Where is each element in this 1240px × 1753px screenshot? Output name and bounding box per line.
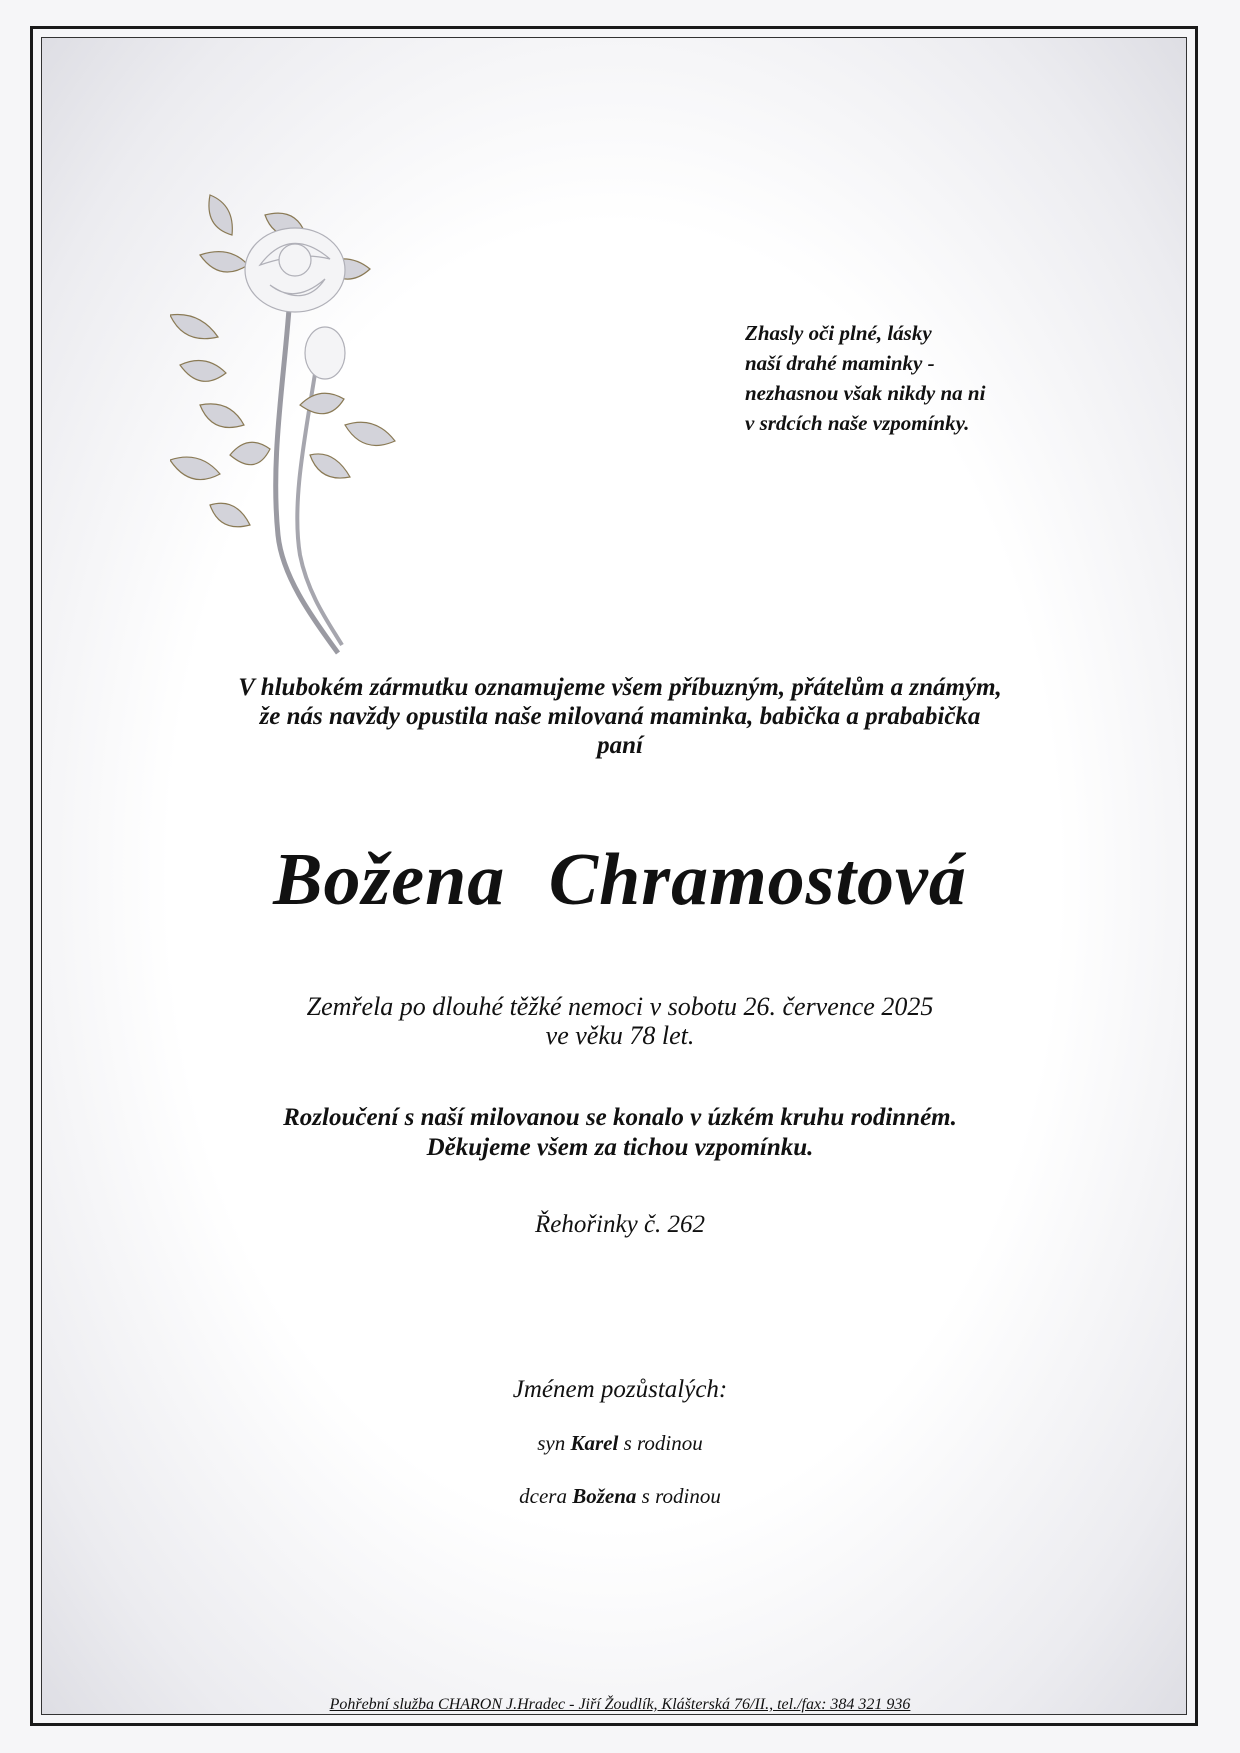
intro-line: paní — [597, 732, 643, 759]
survivor-item — [100, 1430, 1140, 1456]
death-details — [100, 992, 1140, 1050]
poem-line: naší drahé maminky - — [745, 351, 935, 375]
poem-line: Zhasly oči plné, lásky — [745, 321, 932, 345]
survivors-heading: Jménem pozůstalých: — [512, 1376, 728, 1403]
survivor-name: Karel — [570, 1431, 619, 1455]
death-line: Zemřela po dlouhé těžké nemoci v sobotu 26. července 2025 — [306, 992, 934, 1021]
farewell-line: Děkujeme všem za tichou vzpomínku. — [426, 1134, 814, 1161]
death-line: ve věku 78 let. — [545, 1021, 695, 1050]
address: Řehořinky č. 262 — [534, 1211, 706, 1238]
farewell-line: Rozloučení s naší milovanou se konalo v úzkém kruhu rodinném. — [283, 1104, 957, 1131]
funeral-service-footer: Pohřební služba CHARON J.Hradec - Jiří Žoudlík, Klášterská 76/II., tel./fax: 384 321 936 — [329, 1696, 911, 1713]
survivor-item — [100, 1483, 1140, 1509]
announcement-intro — [100, 673, 1140, 760]
intro-line: že nás navždy opustila naše milovaná maminka, babička a prababička — [259, 703, 981, 730]
poem-line: v srdcích naše vzpomínky. — [745, 411, 970, 435]
rose-illustration — [170, 175, 460, 665]
survivor-prefix: dcera — [519, 1484, 573, 1508]
intro-line: V hlubokém zármutku oznamujeme všem příbuzným, přátelům a známým, — [238, 674, 1002, 701]
deceased-name: Božena Chramostová — [273, 839, 967, 921]
survivor-suffix: s rodinou — [636, 1484, 721, 1508]
poem — [745, 318, 1065, 438]
survivor-suffix: s rodinou — [618, 1431, 703, 1455]
poem-line: nezhasnou však nikdy na ni — [745, 381, 986, 405]
survivor-prefix: syn — [537, 1431, 571, 1455]
farewell-text — [100, 1103, 1140, 1163]
survivor-name: Božena — [572, 1484, 637, 1508]
